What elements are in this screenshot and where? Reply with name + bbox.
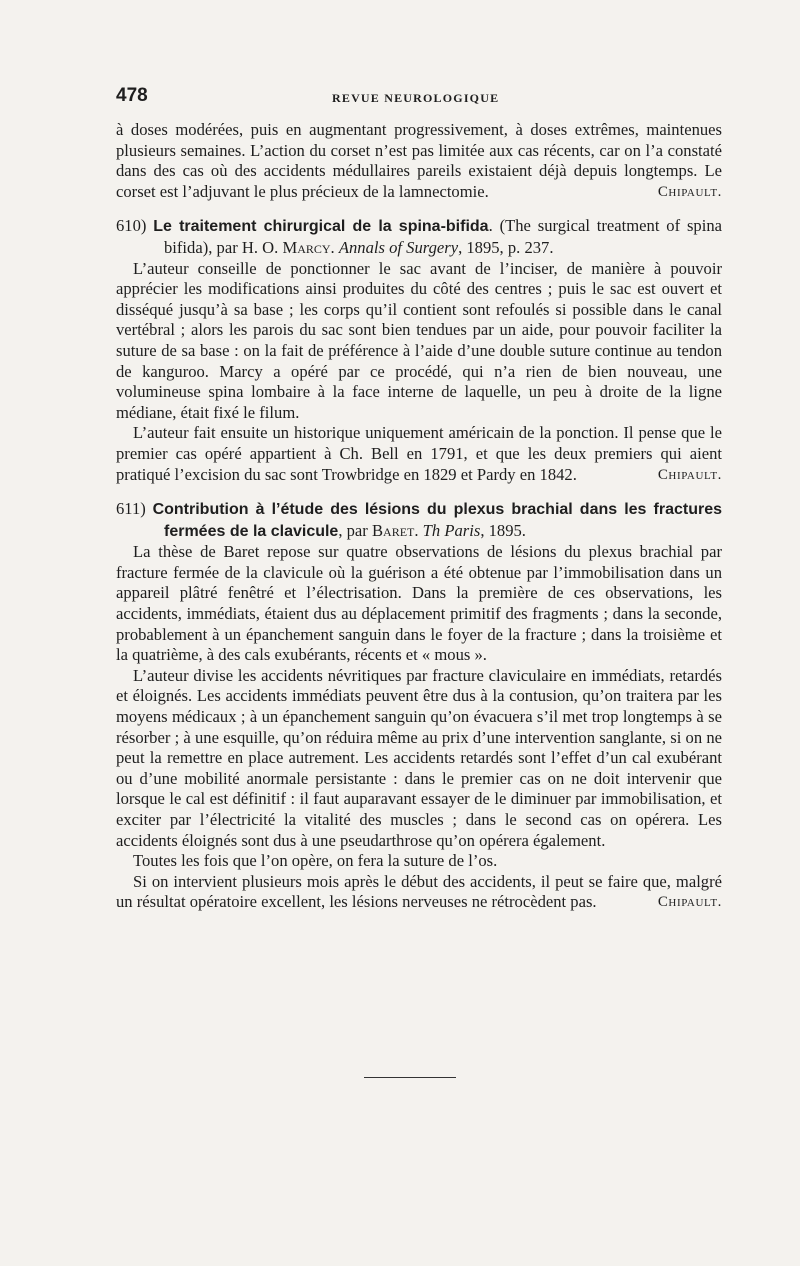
article-610-separator: . — [330, 237, 339, 257]
end-rule — [364, 1077, 456, 1078]
article-611-journal: Th Paris — [422, 520, 481, 540]
article-611-citation: , 1895. — [480, 520, 526, 540]
article-610-author: Marcy — [282, 237, 331, 257]
page-body — [116, 120, 722, 927]
article-610-number: 610) — [116, 216, 147, 236]
article-611-number: 611) — [116, 499, 146, 519]
article-611-paragraph-3: Toutes les fois que l’on opère, on fera la suture de l’os. — [133, 851, 498, 871]
article-610-paragraph-1: L’auteur conseille de ponctionner le sac avant de l’inciser, de manière à pouvoir apprécier les modifications ainsi produites du côté des centres ; puis le sac est ouvert et disséqué jusqu’à sa base ; les corps qu’il contient sont refoulés si possible dans le canal vertébral ; alors les parois du sac sont bien tendues par un aide, pour pouvoir faciliter la suture de sa base : on la fait de préférence à l’aide d’une double suture continue au tendon de kanguroo. Marcy a opéré par ce procédé, qui n’a rien de bien nouveau, une volumineuse spina lombaire à la face interne de laquelle, un peu à droite de la ligne médiane, était fixé le filum. — [116, 258, 722, 422]
page-number: 478 — [116, 85, 148, 106]
article-610-signature: Chipault. — [657, 466, 722, 483]
article-611-heading — [116, 499, 722, 542]
article-611-paragraph-1: La thèse de Baret repose sur quatre observations de lésions du plexus brachial par fracture fermée de la clavicule où la guérison a été obtenue par l’immobilisation dans un appareil plâtré fenêtré et l’électrisation. Dans la première de ces observations, les accidents, immédiats, étaient dus au déplacement primitif des fragments ; dans la seconde, probablement à un épanchement sanguin dans le foyer de la fracture ; dans la troisième et la quatrième, à des cals exubérants, récents et « mous ». — [116, 542, 722, 665]
article-610-citation: , 1895, p. 237. — [458, 237, 554, 257]
article-610-english-title: . (The surgical treatment of spina bifida), par H. O. — [164, 216, 722, 257]
article-610-paragraph-2: L’auteur fait ensuite un historique uniquement américain de la ponction. Il pense que le premier cas opéré appartient à Ch. Bell en 1791, et que les deux premiers qui aient pratiqué l’excision du sac sont Trowbridge en 1829 et Pardy en 1842. — [116, 423, 722, 484]
article-611-by: , par — [338, 520, 372, 540]
article-611-title: Contribution à l’étude des lésions du plexus brachial dans les fractures fermées de la clavicule — [152, 501, 722, 540]
article-611-signature: Chipault. — [657, 894, 722, 911]
article-610-title: Le traitement chirurgical de la spina-bifida — [153, 218, 489, 236]
article-611-paragraph-4: Si on intervient plusieurs mois après le début des accidents, il peut se faire que, malgré un résultat opératoire excellent, les lésions nerveuses ne rétrocèdent pas. — [116, 871, 722, 912]
running-head: REVUE NEUROLOGIQUE — [332, 91, 500, 105]
article-610-heading — [116, 216, 722, 258]
prev-article-signature: Chipault. — [657, 183, 722, 200]
article-610-journal: Annals of Surgery — [338, 237, 459, 257]
prev-article-paragraph: à doses modérées, puis en augmentant progressivement, à doses extrêmes, maintenues plusieurs semaines. L’action du corset n’est pas limitée aux cas récents, car on l’a constaté dans des cas où des accidents médullaires pareils existaient déjà depuis longtemps. Le corset est l’adjuvant le plus précieux de la lamnectomie. — [116, 120, 722, 201]
article-611-author: Baret — [371, 520, 415, 540]
article-611-paragraph-2: L’auteur divise les accidents névritiques par fracture claviculaire en immédiats, retardés et éloignés. Les accidents immédiats peuvent être dus à la contusion, qu’on traitera par les moyens médicaux ; à un épanchement sanguin qu’on évacuera s’il met trop longtemps à se résorber ; à une esquille, qu’on réduira même au prix d’une intervention sanglante, si on ne peut la remettre en place autrement. Les accidents retardés sont l’effet d’un cal exubérant ou d’une mobilité anormale persistante : dans le premier cas on ne doit intervenir que lorsque le cal est définitif : il faut auparavant essayer de le diminuer par immobilisation, et exciter par l’électricité la vitalité des muscles ; dans le second cas on opérera. Les accidents éloignés sont dus à une pseudarthrose qu’on opérera également. — [116, 665, 722, 850]
article-611-separator: . — [414, 520, 423, 540]
